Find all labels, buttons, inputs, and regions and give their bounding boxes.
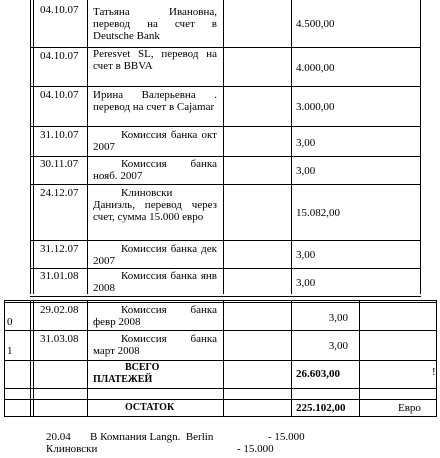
note-text: В Компания Langn. Berlin [90,431,214,443]
table1-date: 04.10.07 [40,89,79,101]
table1-date: 31.10.07 [40,129,79,141]
table1-desc: Peresvet SL, перевод на счет в BBVA [93,48,217,72]
table1-row-border [30,47,421,48]
table1-desc: Комиссия банка янв 2008 [93,270,217,294]
table1-border [30,0,31,294]
total-label-line1: ВСЕГО [125,362,160,373]
table1-row-border [30,156,421,157]
note-date: 20.04 [46,431,71,443]
table1-desc: Комиссия банка окт 2007 [93,129,217,153]
table2-row-number: 0 [7,316,13,328]
total-mark: ! [432,366,436,378]
table2-desc: Комиссия банка февр 2008 [93,304,217,328]
table1-border [87,0,88,294]
table1-row-border [30,240,421,241]
table2-row-border [4,330,437,331]
table2-amount: 3,00 [328,340,348,352]
table1-amount: 3.000,00 [296,101,335,113]
table2-date: 29.02.08 [40,304,79,316]
table1-amount: 4.500,00 [296,18,335,30]
table1-date: 24.12.07 [40,187,79,199]
table1-desc: Комиссия банка нояб. 2007 [93,158,217,182]
total-label-line2: ПЛАТЕЖЕЙ [93,374,153,385]
table2-row-border [4,388,437,389]
table2-row-border [4,360,437,361]
note-text: Клиновски [46,443,98,455]
table1-amount: 3,00 [296,249,316,261]
table1-border [33,0,34,294]
table1-date: 30.11.07 [40,158,79,170]
total-amount: 26.603,00 [296,368,340,380]
table1-border [420,0,421,294]
table2-amount: 3,00 [328,312,348,324]
table1-row-border [30,86,421,87]
table1-amount: 3,00 [296,277,316,289]
table1-desc: Татьяна Ивановна, перевод на счет в Deutsche Bank [93,6,217,42]
table1-row-border [30,184,421,185]
table2-row-border [4,416,437,417]
balance-currency: Евро [398,402,421,414]
table1-desc: Комиссия банка дек 2007 [93,243,217,267]
note-amount: - 15.000 [268,431,305,443]
table1-desc: Клиновски Даниэль, перевод через счет, сумма 15.000 евро [93,187,217,223]
table1-date: 31.01.08 [40,270,79,282]
table1-border [291,0,292,294]
table1-desc: Ирина Валерьевна . перевод на счет в Cajamar [93,89,217,113]
table2-desc: Комиссия банка март 2008 [93,333,217,357]
table1-amount: 3,00 [296,137,316,149]
table1-date: 04.10.07 [40,50,79,62]
table1-row-border [30,268,421,269]
table1-amount: 4.000,00 [296,62,335,74]
table2-border [4,302,437,303]
table1-row-border [30,296,421,297]
table2-row-number: 1 [7,345,13,357]
table1-date: 31.12.07 [40,243,79,255]
table1-amount: 15.082,00 [296,207,340,219]
table1-amount: 3,00 [296,165,316,177]
note-amount: - 15.000 [237,443,274,455]
table1-row-border [30,126,421,127]
table1-date: 04.10.07 [40,4,79,16]
table2-row-border [4,399,437,400]
balance-amount: 225.102,00 [296,402,346,414]
balance-label: ОСТАТОК [125,402,175,413]
table1-border [223,0,224,294]
table2-date: 31.03.08 [40,333,79,345]
table2-border [4,300,437,301]
